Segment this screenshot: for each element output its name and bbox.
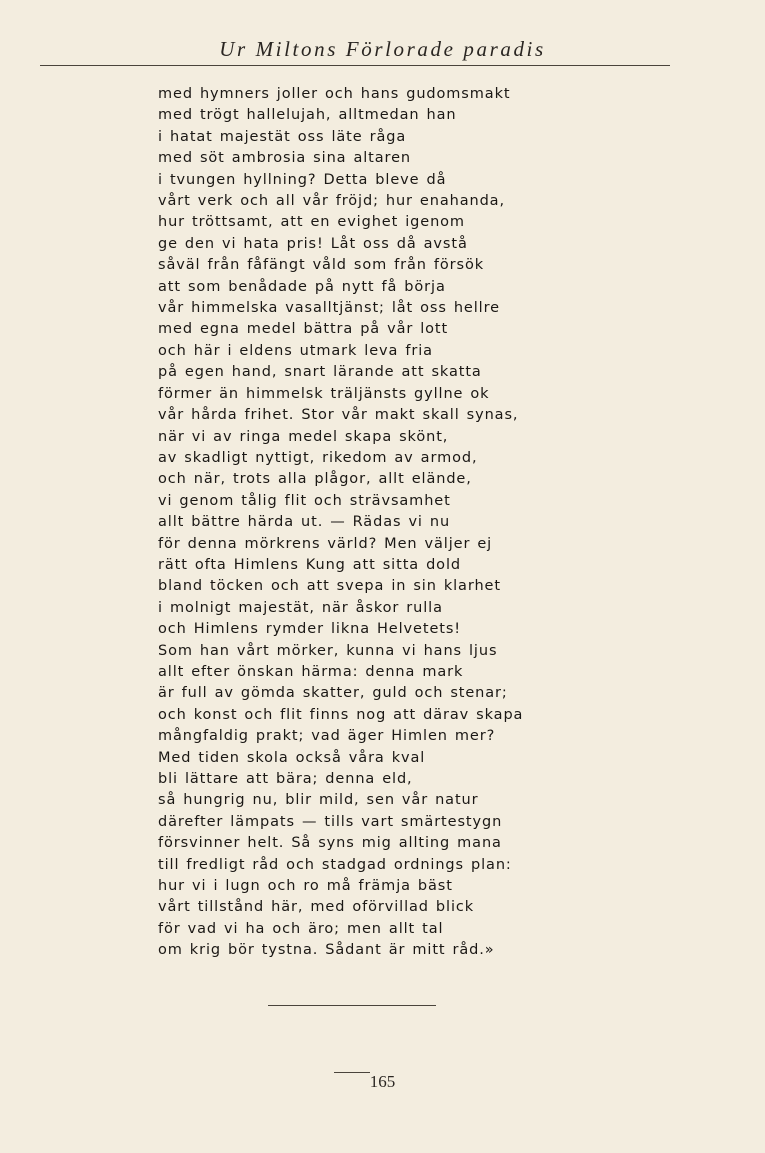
- poem-line: mångfaldig prakt; vad äger Himlen mer?: [158, 728, 496, 745]
- poem-line: på egen hand, snart lärande att skatta: [158, 364, 482, 381]
- poem-line: och konst och flit finns nog att därav skapa: [158, 706, 524, 723]
- poem-line: i molnigt majestät, när åskor rulla: [158, 599, 443, 616]
- poem-line: med söt ambrosia sina altaren: [158, 150, 411, 167]
- poem-line: allt bättre härda ut. — Rädas vi nu: [158, 514, 451, 531]
- poem-line: av skadligt nyttigt, rikedom av armod,: [158, 449, 478, 466]
- poem-line: i tvungen hyllning? Detta bleve då: [158, 171, 447, 188]
- header-rule: [40, 65, 670, 66]
- poem-line: vi genom tålig flit och strävsamhet: [158, 492, 451, 509]
- poem-line: när vi av ringa medel skapa skönt,: [158, 428, 449, 445]
- poem-line: för vad vi ha och äro; men allt tal: [158, 920, 444, 937]
- poem-line: hur tröttsamt, att en evighet igenom: [158, 214, 465, 231]
- poem-line: rätt ofta Himlens Kung att sitta dold: [158, 556, 461, 573]
- poem-line: med hymners joller och hans gudomsmakt: [158, 86, 511, 102]
- poem-line: i hatat majestät oss läte råga: [158, 128, 407, 145]
- poem-line: hur vi i lugn och ro må främja bäst: [158, 878, 453, 895]
- poem-line: bland töcken och att svepa in sin klarhet: [158, 578, 501, 595]
- poem-line: försvinner helt. Så syns mig allting mana: [158, 835, 502, 852]
- poem-line: vår hårda frihet. Stor vår makt skall synas,: [158, 407, 519, 424]
- poem-line: därefter lämpats — tills vart smärtestygn: [158, 813, 503, 830]
- poem-line: allt efter önskan härma: denna mark: [158, 663, 464, 680]
- poem-line: är full av gömda skatter, guld och stenar;: [158, 685, 508, 702]
- page-number: 165: [369, 1072, 396, 1091]
- poem-line: ge den vi hata pris! Låt oss då avstå: [158, 235, 468, 252]
- poem-line: och här i eldens utmark leva fria: [158, 342, 433, 359]
- poem-line: Med tiden skola också våra kval: [158, 749, 426, 766]
- running-head: Ur Miltons Förlorade paradis: [219, 37, 546, 61]
- poem-line: till fredligt råd och stadgad ordnings plan:: [158, 856, 512, 873]
- poem-line: med trögt hallelujah, alltmedan han: [158, 107, 457, 124]
- poem-line: att som benådade på nytt få börja: [158, 278, 446, 295]
- poem-line: Som han vårt mörker, kunna vi hans ljus: [158, 642, 498, 659]
- poem-line: vårt verk och all vår fröjd; hur enahanda,: [158, 193, 505, 210]
- poem-text: [158, 84, 718, 962]
- poem-line: för denna mörkrens värld? Men väljer ej: [158, 535, 493, 552]
- poem-line: bli lättare att bära; denna eld,: [158, 771, 413, 787]
- poem-line: så hungrig nu, blir mild, sen vår natur: [158, 792, 479, 809]
- poem-line: förmer än himmelsk träljänsts gyllne ok: [158, 385, 490, 402]
- poem-line: vårt tillstånd här, med oförvillad blick: [158, 899, 475, 916]
- poem-line: och Himlens rymder likna Helvetets!: [158, 621, 462, 638]
- poem-line: med egna medel bättra på vår lott: [158, 321, 449, 338]
- poem-line: och när, trots alla plågor, allt elände,: [158, 471, 472, 488]
- poem-line: såväl från fåfängt våld som från försök: [158, 257, 485, 274]
- poem-line: vår himmelska vasalltjänst; låt oss hellre: [158, 300, 500, 317]
- poem-line: om krig bör tystna. Sådant är mitt råd.»: [158, 942, 495, 959]
- end-rule: [268, 1005, 436, 1006]
